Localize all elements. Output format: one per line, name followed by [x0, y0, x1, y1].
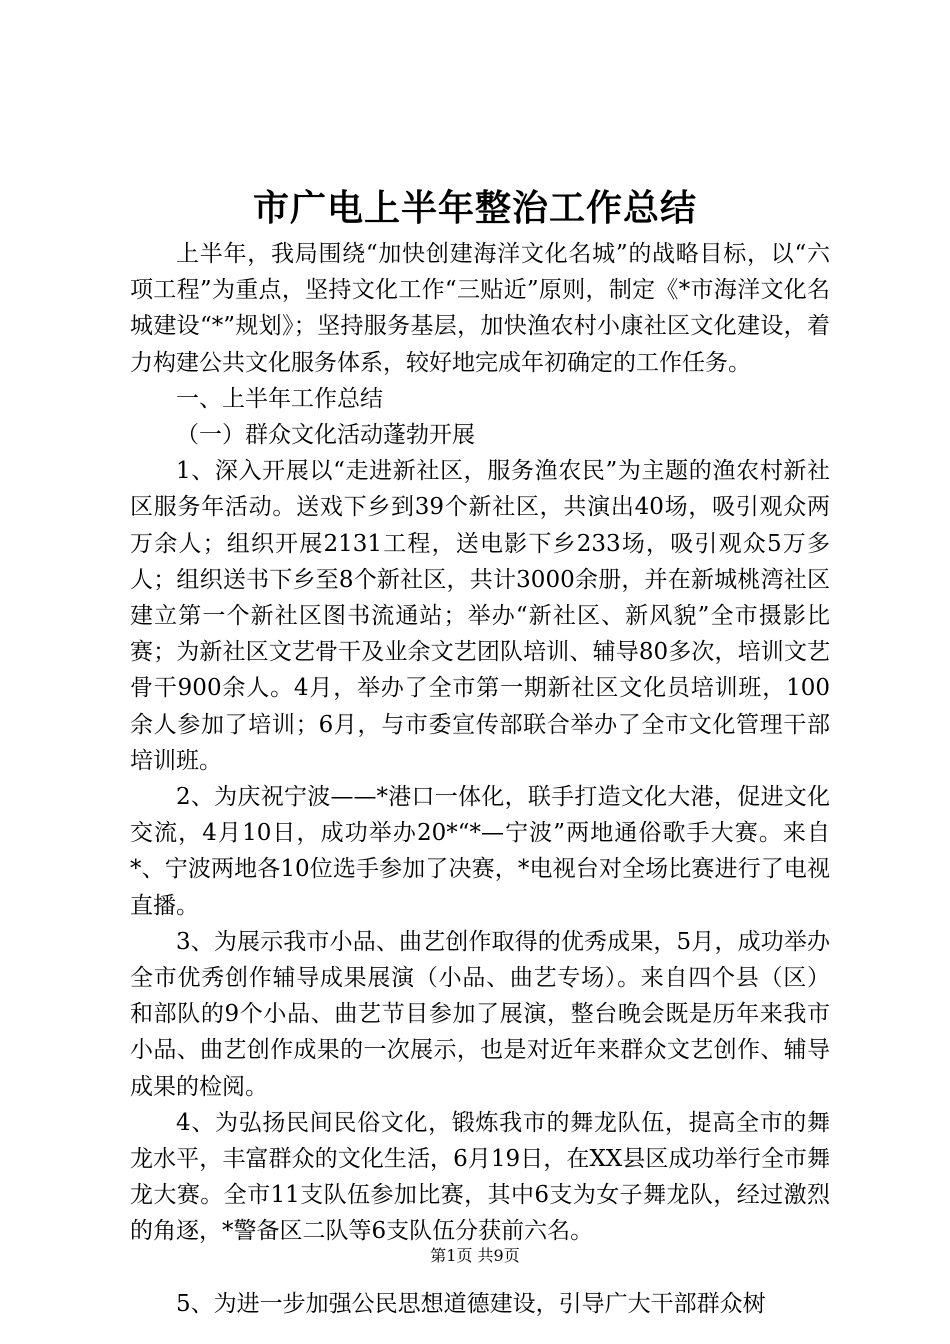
paragraph-intro: 上半年，我局围绕“加快创建海洋文化名城”的战略目标，以“六项工程”为重点，坚持文化工作“三贴近”原则，制定《*市海洋文化名城建设“*”规划》；坚持服务基层，加快渔农村小康社区文化建设，着力构建公共文化服务体系，较好地完成年初确定的工作任务。	[130, 241, 830, 376]
paragraph-item-5: 5、为进一步加强公民思想道德建设，引导广大干部群众树	[176, 1290, 766, 1317]
page-footer: 第1页 共9页	[430, 1246, 520, 1265]
paragraph-item-1: 1、深入开展以“走进新社区，服务渔农民”为主题的渔农村新社区服务年活动。送戏下乡到39个新社区，共演出40场，吸引观众两万余人；组织开展2131工程，送电影下乡233场，吸引观众5万多人；组织送书下乡至8个新社区，共计3000余册，并在新城桃湾社区建立第一个新社区图书流通站；举办“新社区、新风貌”全市摄影比赛；为新社区文艺骨干及业余文艺团队培训、辅导80多次，培训文艺骨干900余人。4月，举办了全市第一期新社区文化员培训班，100余人参加了培训；6月，与市委宣传部联合举办了全市文化管理干部培训班。	[130, 458, 830, 774]
document-title: 市广电上半年整治工作总结	[252, 187, 697, 229]
paragraph-item-2: 2、为庆祝宁波——*港口一体化，联手打造文化大港，促进文化交流，4月10日，成功举办20*“*—宁波”两地通俗歌手大赛。来自*、宁波两地各10位选手参加了决赛，*电视台对全场比赛进行了电视直播。	[130, 784, 830, 919]
document-body	[130, 236, 830, 1322]
paragraph-item-3: 3、为展示我市小品、曲艺创作取得的优秀成果，5月，成功举办全市优秀创作辅导成果展演（小品、曲艺专场）。来自四个县（区）和部队的9个小品、曲艺节目参加了展演，整台晚会既是历年来我市小品、曲艺创作成果的一次展示，也是对近年来群众文艺创作、辅导成果的检阅。	[130, 928, 830, 1100]
subsection-heading: （一）群众文化活动蓬勃开展	[176, 422, 475, 449]
paragraph-item-4: 4、为弘扬民间民俗文化，锻炼我市的舞龙队伍，提高全市的舞龙水平，丰富群众的文化生活，6月19日，在XX县区成功举行全市舞龙大赛。全市11支队伍参加比赛，其中6支为女子舞龙队，经过激烈的角逐，*警备区二队等6支队伍分获前六名。	[130, 1109, 830, 1245]
section-heading: 一、上半年工作总结	[176, 385, 383, 412]
